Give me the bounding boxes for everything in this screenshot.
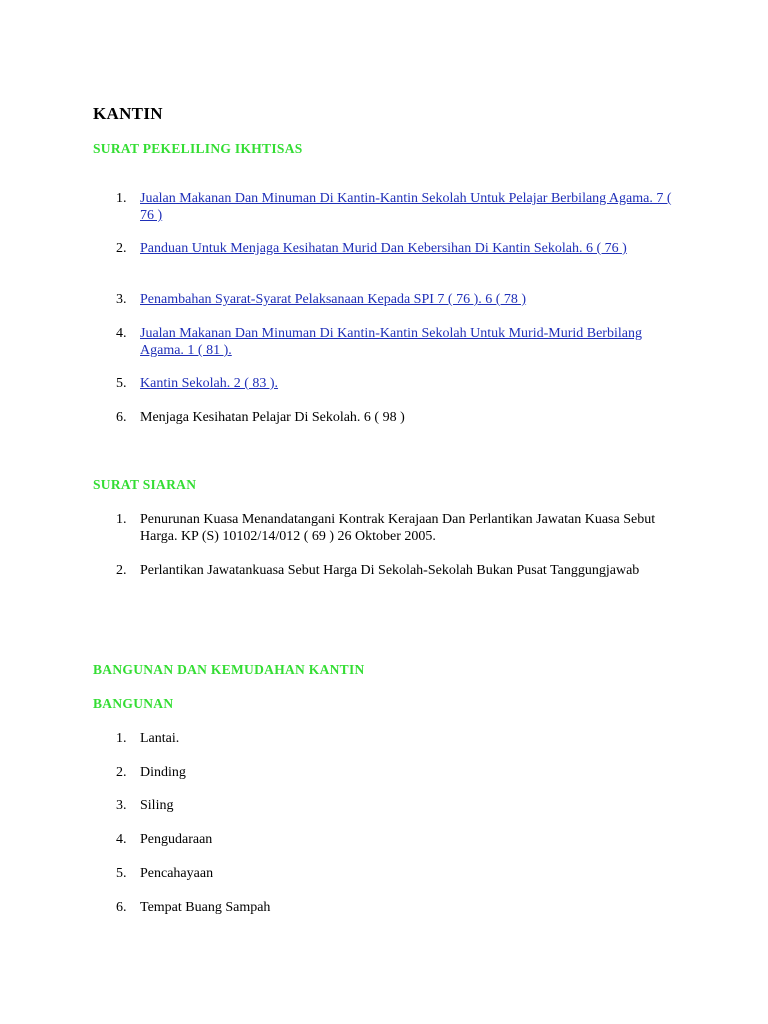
list-item-text: Tempat Buang Sampah	[140, 900, 271, 915]
list-item-number: 3.	[116, 292, 127, 307]
list-item-link[interactable]: Jualan Makanan Dan Minuman Di Kantin-Kantin Sekolah Untuk Pelajar Berbilang Agama. 7 ( 76 )	[140, 191, 672, 223]
list-item-link[interactable]: Kantin Sekolah. 2 ( 83 ).	[140, 376, 279, 391]
list-item-number: 1.	[116, 731, 127, 746]
list-item	[0, 730, 768, 747]
list-item-number: 2.	[116, 563, 127, 578]
list-item-text: Pencahayaan	[140, 866, 214, 881]
list-item-number: 4.	[116, 326, 127, 341]
list-item-number: 5.	[116, 866, 127, 881]
list-item-number: 5.	[116, 376, 127, 391]
list-item	[0, 562, 768, 579]
list-item-text: Lantai.	[140, 731, 180, 746]
list-item	[0, 831, 768, 848]
list-item-link[interactable]: Jualan Makanan Dan Minuman Di Kantin-Kantin Sekolah Untuk Murid-Murid Berbilang Agama. 1 ( 81 ).	[140, 326, 642, 358]
list-item-text: Penurunan Kuasa Menandatangani Kontrak Kerajaan Dan Perlantikan Jawatan Kuasa Sebut Harga. KP (S) 10102/14/012 ( 69 ) 26 Oktober 2005.	[140, 512, 656, 544]
section-heading-bangunan-kemudahan: BANGUNAN DAN KEMUDAHAN KANTIN	[93, 662, 365, 677]
list-item-link[interactable]: Penambahan Syarat-Syarat Pelaksanaan Kepada SPI 7 ( 76 ). 6 ( 78 )	[140, 292, 527, 307]
list-item-text: Menjaga Kesihatan Pelajar Di Sekolah. 6 ( 98 )	[140, 410, 405, 425]
list-item-number: 2.	[116, 765, 127, 780]
list-item	[0, 899, 768, 916]
list-item	[0, 865, 768, 882]
list-item	[0, 375, 768, 392]
list-item	[0, 409, 768, 426]
list-item-number: 4.	[116, 832, 127, 847]
list-item	[0, 190, 768, 224]
list-item-number: 6.	[116, 410, 127, 425]
list-item-number: 3.	[116, 798, 127, 813]
section-heading-surat-siaran: SURAT SIARAN	[93, 477, 197, 492]
list-item	[0, 511, 768, 545]
list-item-text: Dinding	[140, 765, 186, 780]
list-item	[0, 325, 768, 359]
list-item-text: Siling	[140, 798, 174, 813]
list-item-number: 2.	[116, 241, 127, 256]
list-item	[0, 240, 768, 257]
section-heading-surat-pekeliling: SURAT PEKELILING IKHTISAS	[93, 141, 303, 156]
list-item	[0, 291, 768, 308]
list-item-text: Pengudaraan	[140, 832, 213, 847]
list-item-text: Perlantikan Jawatankuasa Sebut Harga Di Sekolah-Sekolah Bukan Pusat Tanggungjawab	[140, 563, 640, 578]
list-item-number: 6.	[116, 900, 127, 915]
list-item	[0, 764, 768, 781]
list-item-number: 1.	[116, 191, 127, 206]
page-title: KANTIN	[93, 104, 163, 123]
list-item	[0, 797, 768, 814]
list-item-number: 1.	[116, 512, 127, 527]
list-item-link[interactable]: Panduan Untuk Menjaga Kesihatan Murid Dan Kebersihan Di Kantin Sekolah. 6 ( 76 )	[140, 241, 627, 256]
section-heading-bangunan: BANGUNAN	[93, 696, 174, 711]
